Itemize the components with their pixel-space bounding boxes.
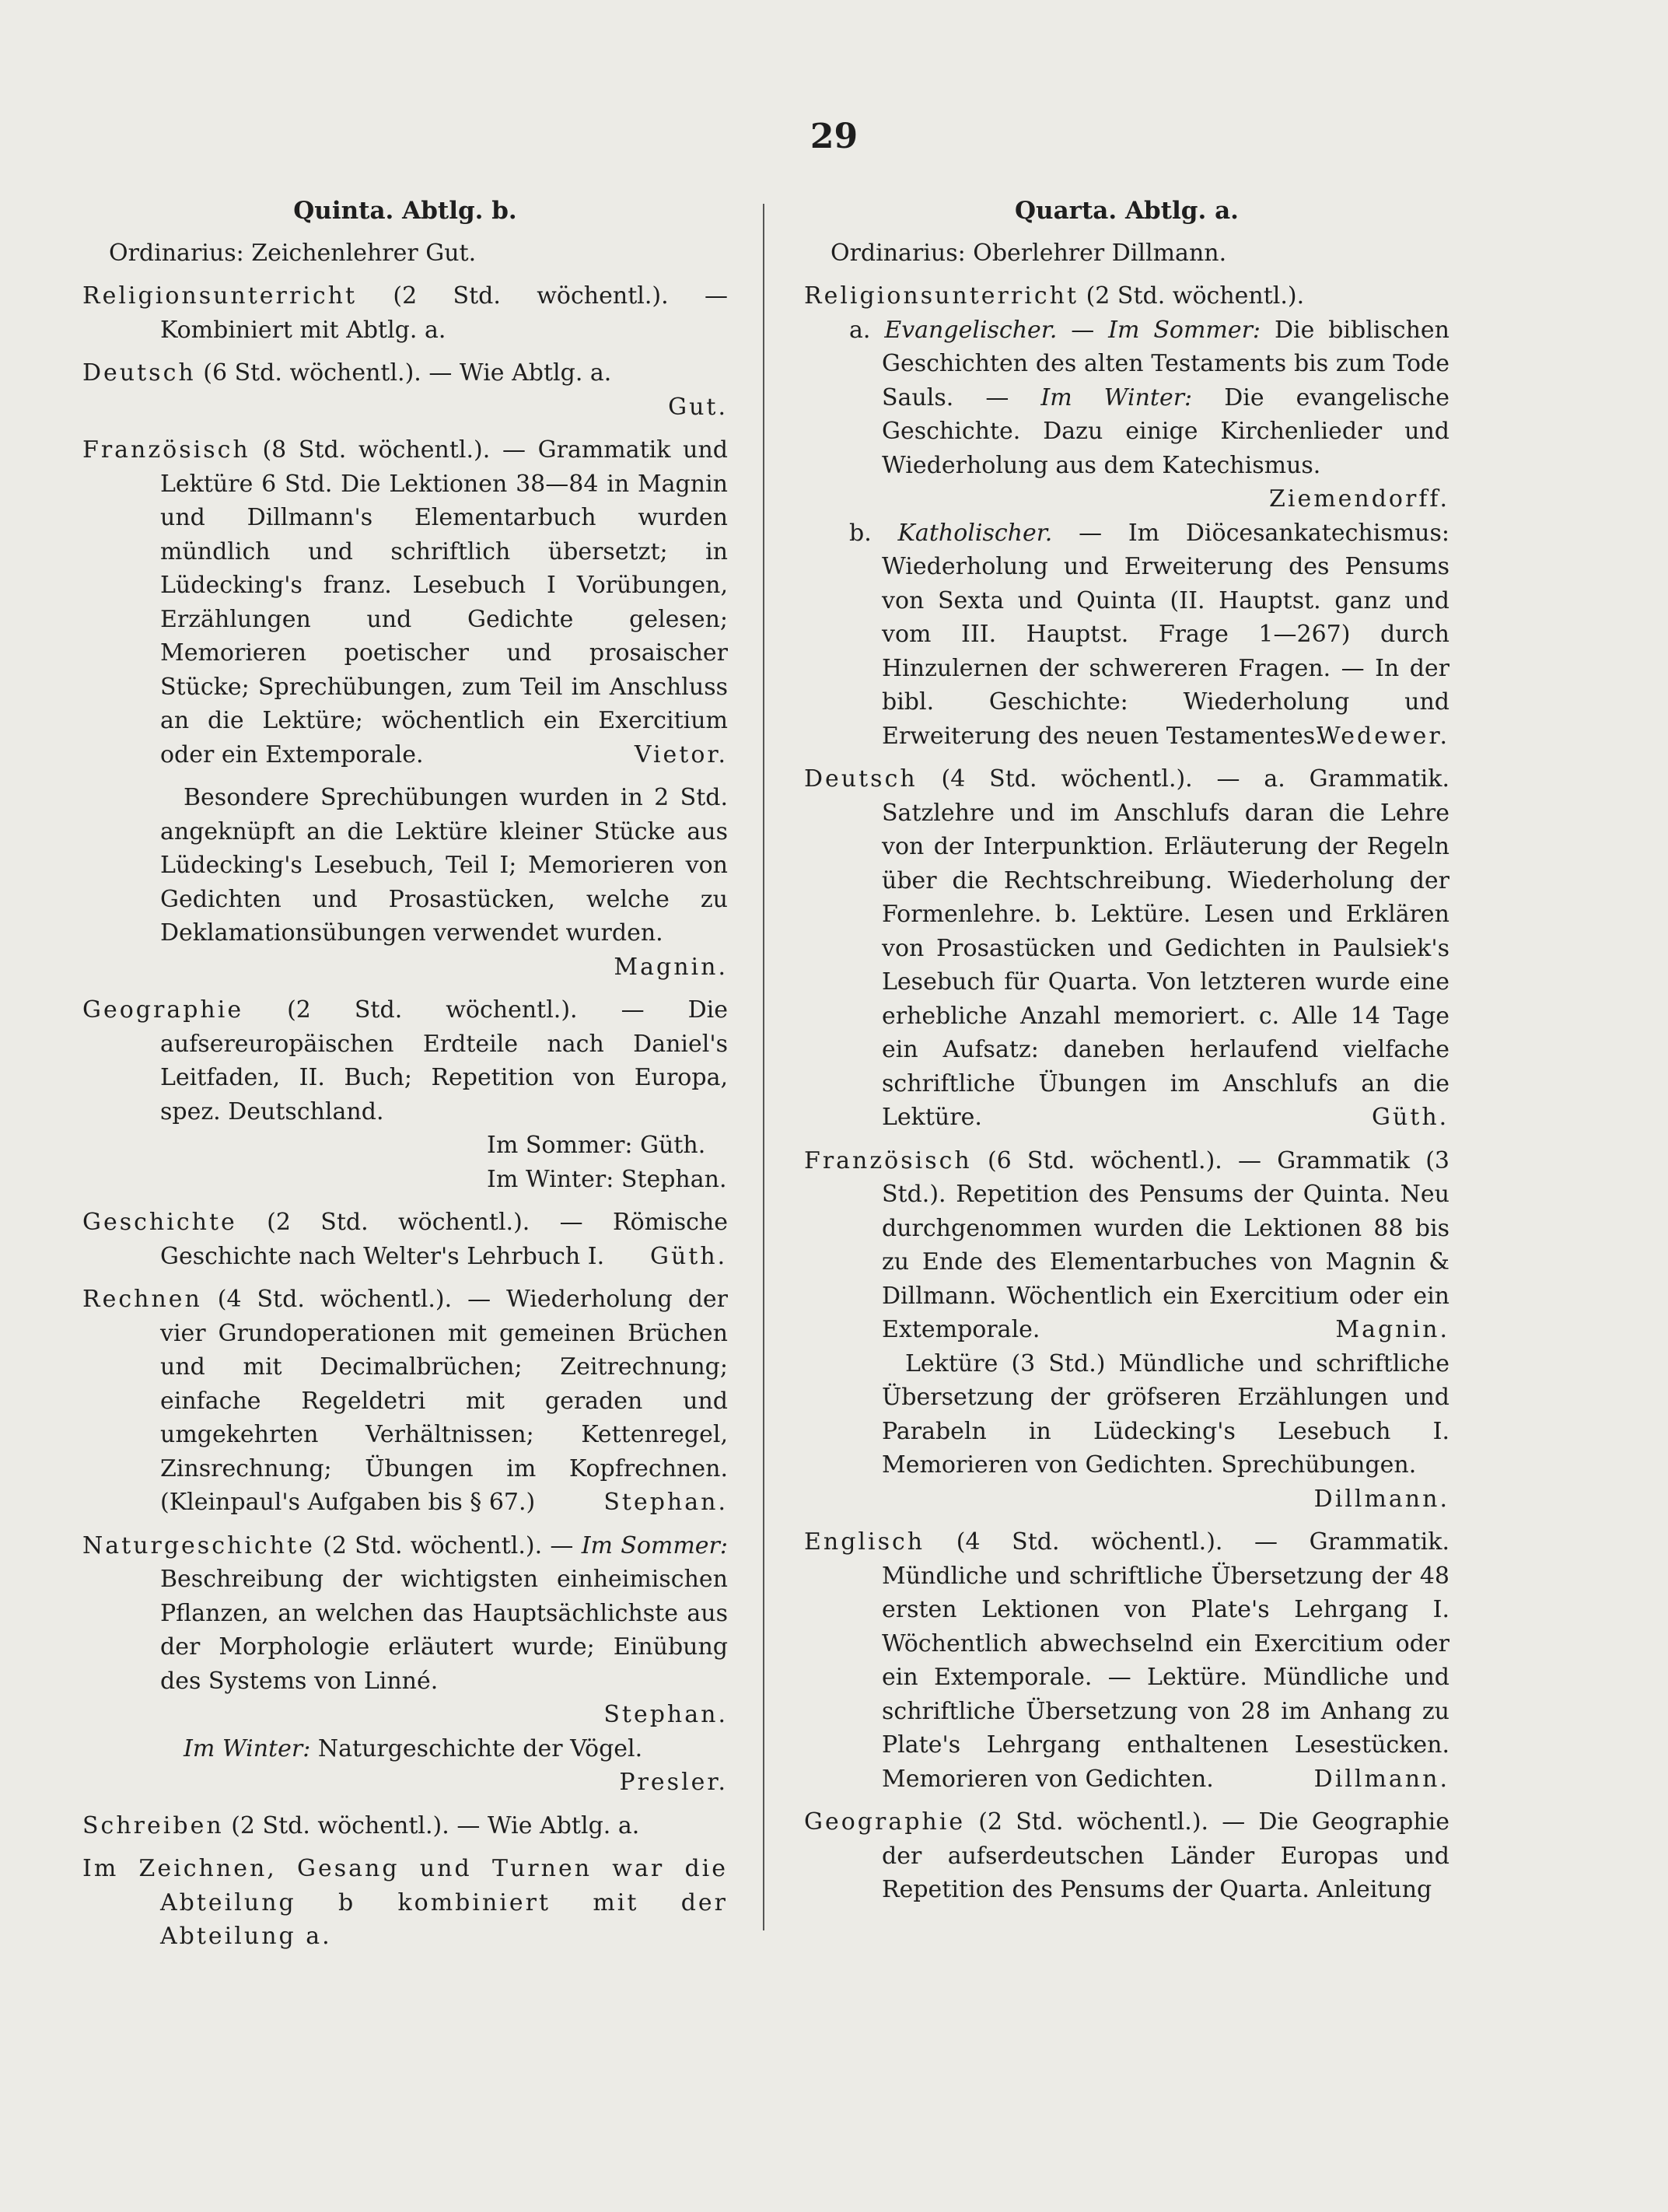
left-rechnen-heading: Rechnen: [82, 1286, 202, 1313]
left-natur-heading: Naturgeschichte: [82, 1531, 315, 1559]
left-natur-section: [82, 1529, 728, 1732]
left-natur-text-2: Naturgeschichte der Vögel.: [317, 1734, 643, 1762]
left-deutsch-text: (6 Std. wöchentl.). — Wie Abtlg. a.: [203, 359, 612, 387]
right-religion-heading: Religionsunterricht: [804, 282, 1079, 310]
right-rel-b-label: b.: [849, 519, 872, 547]
right-engl-text: (4 Std. wöchentl.). — Grammatik. Mündliche und schriftliche Übersetzung der 48 ersten Lektionen von Plate's Lehrgang I. Wöchentlich abwechselnd ein Exercitium oder ein Extemporale. — Lektüre. Mündliche und schriftliche Übersetzung von 28 im Anhang zu Plate's Lehrgang enthaltenen Lesestücken. Memorieren von Gedichten.: [882, 1528, 1449, 1793]
left-natur-text-b: Beschreibung der wichtigsten einheimischen Pflanzen, an welchen das Hauptsächlichste aus der Morphologie erläutert wurde; Einübung des Systems von Linné.: [160, 1566, 728, 1695]
left-schreiben-heading: Schreiben: [82, 1811, 224, 1839]
right-rel-a-winter: Im Winter:: [1040, 383, 1193, 411]
left-natur-text-a: (2 Std. wöchentl.). —: [323, 1531, 574, 1559]
left-rechnen-text: (4 Std. wöchentl.). — Wiederholung der vier Grundoperationen mit gemeinen Brüchen und mit Decimalbrüchen; Zeitrechnung; einfache Regeldetri mit geraden und umgekehrten Verhältnissen; Kettenregel, Zinsrechnung; Übungen im Kopfrechnen. (Kleinpaul's Aufgaben bis § 67.): [160, 1286, 728, 1516]
right-deutsch-text: (4 Std. wöchentl.). — a. Grammatik. Satzlehre und im Anschlufs daran die Lehre von der Interpunktion. Erläuterung der Regeln über die Rechtschreibung. Wiederholung der Formenlehre. b. Lektüre. Lesen und Erklären von Prosastücken und Gedichten in Paulsiek's Lesebuch für Quarta. Von letzteren wurde eine erhebliche Anzahl memoriert. c. Alle 14 Tage ein Aufsatz: daneben herlaufend vielfache schriftliche Übungen im Anschlufs an die Lektüre.: [882, 765, 1449, 1131]
left-franz-teacher-2: Magnin.: [614, 953, 728, 981]
right-rel-a-evangelisch: Evangelischer.: [884, 316, 1058, 344]
left-geo-section: [82, 993, 728, 1196]
right-franz-heading: Französisch: [804, 1146, 972, 1174]
left-rechnen-section: [82, 1283, 728, 1520]
right-rel-a-summer: Im Sommer:: [1108, 316, 1261, 344]
left-deutsch-teacher: Gut.: [668, 393, 728, 421]
left-religion-text: (2 Std. wöchentl.). — Kombiniert mit Abtlg. a.: [160, 282, 728, 344]
left-religion-heading: Religionsunterricht: [82, 282, 358, 310]
right-religion-a: [804, 313, 1449, 516]
left-religion-section: [82, 279, 728, 347]
left-franz-text-2: Besondere Sprechübungen wurden in 2 Std. angeknüpft an die Lektüre kleiner Stücke aus Lüdecking's Lesebuch, Teil I; Memorieren von Gedichten und Prosastücken, welche zu Deklamationsübungen verwendet wurden.: [160, 784, 728, 947]
right-franz-section: [804, 1144, 1449, 1347]
left-deutsch-heading: Deutsch: [82, 359, 196, 387]
left-natur-teacher-2: Presler.: [619, 1769, 728, 1796]
left-column: [82, 194, 728, 1963]
right-franz-text-2: Lektüre (3 Std.) Mündliche und schriftliche Übersetzung der gröfseren Erzählungen und Parabeln in Lüdecking's Lesebuch I. Memorieren von Gedichten. Sprechübungen.: [882, 1349, 1449, 1479]
right-franz-teacher-2: Dillmann.: [1313, 1485, 1449, 1513]
left-natur-teacher: Stephan.: [603, 1701, 728, 1728]
left-franz-heading: Französisch: [82, 436, 250, 464]
column-divider: [763, 204, 764, 1930]
right-religion-text: (2 Std. wöchentl.).: [1086, 282, 1305, 310]
right-rel-a-text-2: Die evangelische Geschichte. Dazu einige Kirchenlieder und Wiederholung aus dem Katechismus.: [882, 383, 1449, 479]
right-rel-b-teacher: Wedewer.: [1316, 722, 1449, 750]
page-number: 29: [810, 117, 858, 156]
right-ordinarius: Ordinarius: Oberlehrer Dillmann.: [831, 239, 1227, 267]
left-gesch-text: (2 Std. wöchentl.). — Römische Geschichte nach Welter's Lehrbuch I.: [160, 1209, 728, 1270]
left-natur-summer-label: Im Sommer:: [581, 1531, 728, 1559]
right-engl-teacher: Dillmann.: [1313, 1765, 1449, 1793]
left-final-note-text: Im Zeichnen, Gesang und Turnen war die Abteilung b kombiniert mit der Abteilung a.: [82, 1855, 728, 1950]
right-geo-section: [804, 1805, 1449, 1907]
left-franz-section-2: [82, 781, 728, 984]
right-engl-heading: Englisch: [804, 1528, 925, 1556]
left-geo-teacher-summer: Im Sommer: Güth.: [487, 1132, 706, 1159]
left-geo-heading: Geographie: [82, 996, 244, 1024]
left-schreiben-text: (2 Std. wöchentl.). — Wie Abtlg. a.: [231, 1811, 640, 1839]
right-franz-section-2: [804, 1347, 1449, 1517]
left-geo-text: (2 Std. wöchentl.). — Die aufsereuropäischen Erdteile nach Daniel's Leitfaden, II. Buch; Repetition von Europa, spez. Deutschland.: [160, 996, 728, 1125]
right-engl-section: [804, 1525, 1449, 1796]
left-gesch-section: Geschichte (2 Std. wöchentl.). — Römische Geschichte nach Welter's Lehrbuch I. Güth.: [82, 1209, 728, 1270]
right-rel-b-text: — Im Diöcesankatechismus: Wiederholung und Erweiterung des Pensums von Sexta und Quinta (II. Hauptst. ganz und vom III. Hauptst. Frage 1—267) durch Hinzulernen der schwereren Fragen. — In der bibl. Geschichte: Wiederholung und Erweiterung des neuen Testamentes.: [882, 519, 1449, 750]
left-franz-section: [82, 433, 728, 772]
left-schreiben-section: [82, 1809, 728, 1843]
left-deutsch-section: [82, 356, 728, 424]
left-ordinarius: Ordinarius: Zeichenlehrer Gut.: [109, 239, 477, 267]
left-natur-section-2: [82, 1732, 728, 1800]
right-rel-a-text: Die biblischen Geschichten des alten Testaments bis zum Tode Sauls. —: [882, 316, 1450, 411]
left-column-title: Quinta. Abtlg. b.: [293, 197, 517, 225]
right-religion-b: [804, 516, 1449, 754]
left-franz-text: (8 Std. wöchentl.). — Grammatik und Lektüre 6 Std. Die Lektionen 38—84 in Magnin und Dillmann's Elementarbuch wurden mündlich und schriftlich übersetzt; in Lüdecking's franz. Lesebuch I Vorübungen, Erzählungen und Gedichte gelesen; Memorieren poetischer und prosaischer Stücke; Sprechübungen, zum Teil im Anschluss an die Lektüre; wöchentlich ein Exercitium oder ein Extemporale.: [160, 436, 728, 768]
right-rel-a-label: a.: [849, 316, 871, 344]
right-geo-text: (2 Std. wöchentl.). — Die Geographie der aufserdeutschen Länder Europas und Repetition des Pensums der Quarta. Anleitung: [882, 1808, 1449, 1903]
right-rel-a-teacher: Ziemendorff.: [1269, 485, 1449, 513]
right-religion-section: [804, 279, 1449, 313]
left-final-note: [82, 1852, 728, 1954]
left-natur-winter-label: Im Winter:: [184, 1734, 311, 1762]
left-geo-teacher-winter: Im Winter: Stephan.: [487, 1165, 727, 1193]
left-gesch-heading: Geschichte: [82, 1209, 237, 1236]
right-franz-text: (6 Std. wöchentl.). — Grammatik (3 Std.). Repetition des Pensums der Quinta. Neu durchgenommen wurden die Lektionen 88 bis zu Ende des Elementarbuches von Magnin & Dillmann. Wöchentlich ein Exercitium oder ein Extemporale.: [882, 1146, 1449, 1343]
left-rechnen-teacher: Stephan.: [603, 1489, 728, 1516]
right-rel-a-sep: —: [1071, 316, 1095, 344]
right-deutsch-section: Deutsch (4 Std. wöchentl.). — a. Grammatik. Satzlehre und im Anschlufs daran die Lehre von der Interpunktion. Erläuterung der Regeln über die Rechtschreibung. Wiederholung der Formenlehre. b. Lektüre. Lesen und Erklären von Prosastücken und Gedichten in Paulsiek's Lesebuch für Quarta. Von letzteren wurde eine erhebliche Anzahl memoriert. c. Alle 14 Tage ein Aufsatz: daneben herlaufend vielfache schriftliche Übungen im Anschlufs an die Lektüre. Güth.: [804, 765, 1449, 1131]
right-franz-teacher: Magnin.: [1335, 1316, 1449, 1343]
right-deutsch-heading: Deutsch: [804, 765, 918, 793]
right-column-title: Quarta. Abtlg. a.: [1015, 197, 1239, 225]
left-franz-teacher: Vietor.: [634, 740, 728, 768]
right-rel-b-katholisch: Katholischer.: [897, 519, 1053, 547]
right-geo-heading: Geographie: [804, 1808, 966, 1836]
right-column: [804, 194, 1449, 1916]
